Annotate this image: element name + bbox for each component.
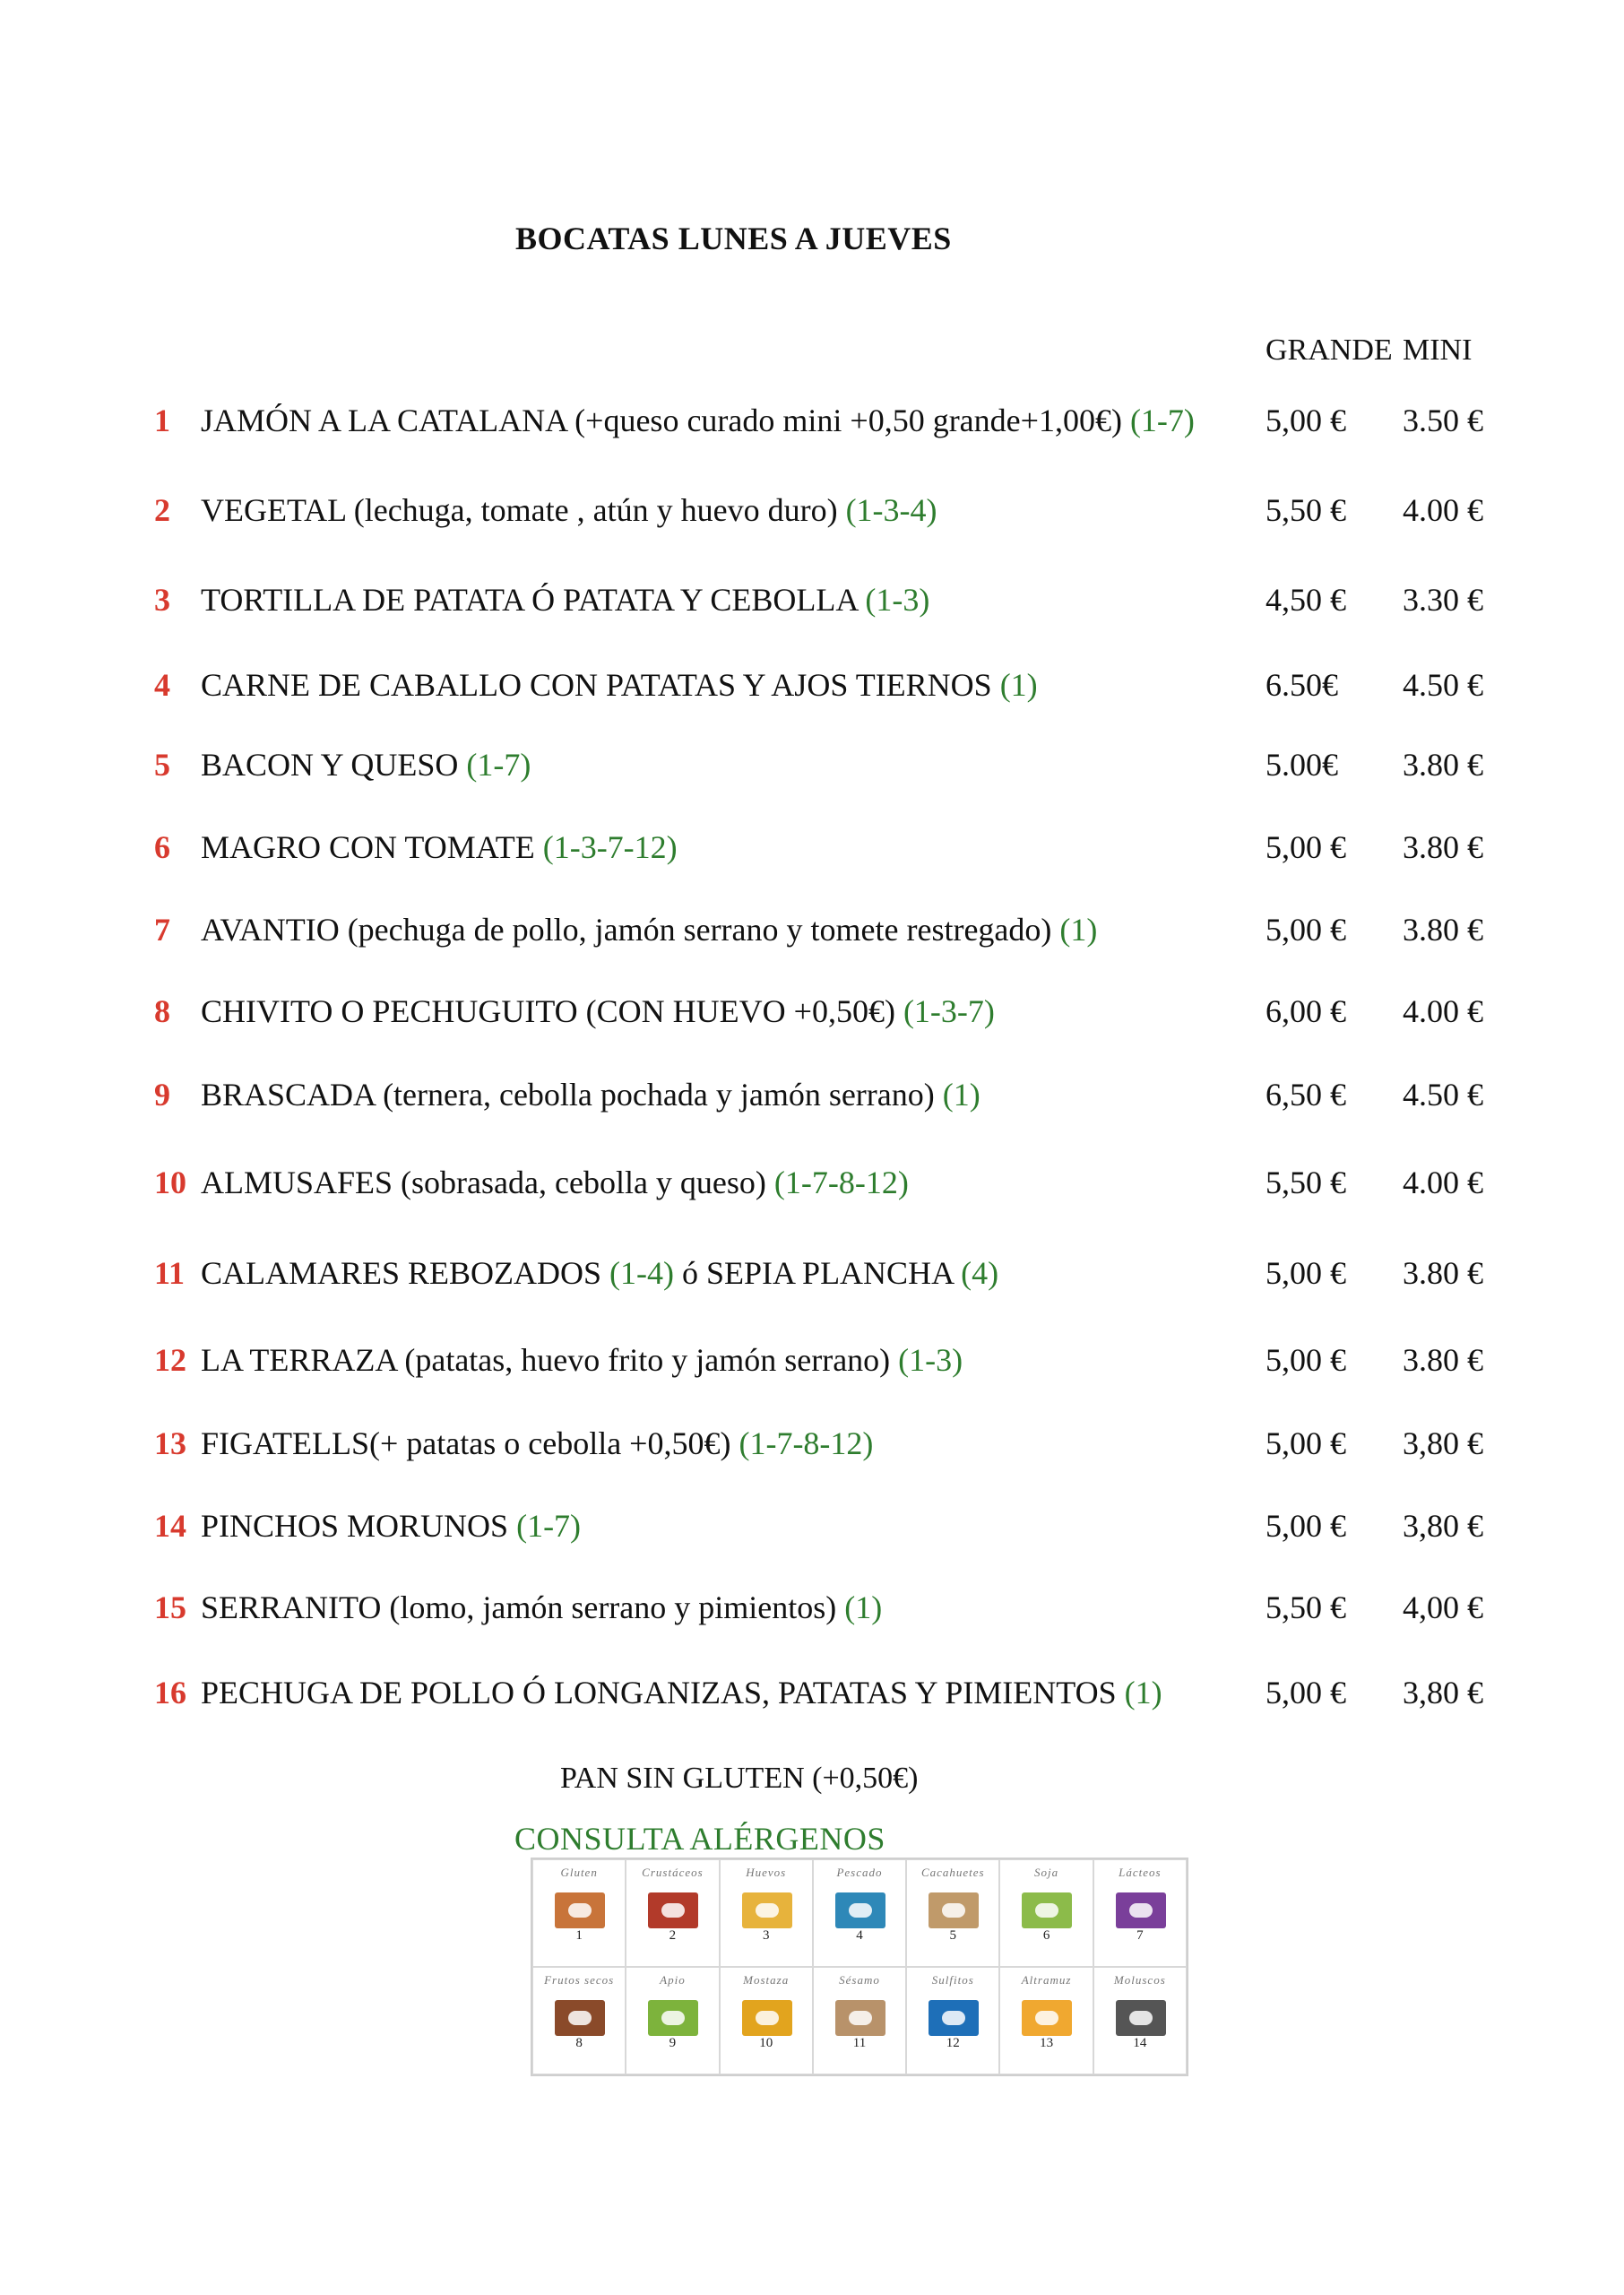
menu-item — [0, 1507, 1624, 1552]
price-grande: 4,50 € — [1266, 582, 1346, 618]
item-description — [201, 1425, 873, 1462]
item-allergens: (1-4) — [609, 1255, 675, 1291]
icon-glyph — [756, 2011, 779, 2025]
milk-icon — [1116, 1892, 1166, 1928]
item-name: MAGRO CON TOMATE — [201, 829, 543, 865]
item-allergens: (1-7) — [1129, 403, 1195, 438]
celery-icon — [648, 2000, 698, 2036]
item-name: BACON Y QUESO — [201, 747, 467, 783]
item-number: 10 — [154, 1165, 186, 1200]
icon-glyph — [849, 2011, 872, 2025]
item-allergens: (1-7) — [466, 747, 531, 783]
icon-glyph — [661, 2011, 685, 2025]
item-name: BRASCADA (ternera, cebolla pochada y jamón serrano) — [201, 1077, 943, 1113]
item-description — [201, 1164, 909, 1201]
item-allergens: (1) — [942, 1077, 980, 1113]
price-mini: 4.00 € — [1403, 492, 1483, 528]
item-number: 6 — [154, 829, 170, 865]
item-number: 2 — [154, 492, 170, 528]
icon-glyph — [942, 1903, 965, 1918]
shell-icon — [1116, 2000, 1166, 2036]
item-name: CALAMARES REBOZADOS — [201, 1255, 610, 1291]
allergen-name: Cacahuetes — [920, 1866, 985, 1879]
item-description — [201, 402, 1195, 439]
allergen-cell — [720, 1859, 813, 1967]
allergen-cell — [813, 1967, 906, 2074]
menu-item — [0, 828, 1624, 873]
item-description — [201, 1674, 1162, 1711]
item-number: 1 — [154, 403, 170, 438]
item-allergens: (1-3-4) — [845, 492, 937, 528]
soy-icon — [1022, 1892, 1072, 1928]
item-allergens: (1-3) — [898, 1342, 963, 1378]
icon-glyph — [756, 1903, 779, 1918]
icon-glyph — [1035, 2011, 1058, 2025]
sulphite-icon — [929, 2000, 979, 2036]
item-name: CARNE DE CABALLO CON PATATAS Y AJOS TIERNOS — [201, 667, 1000, 703]
allergen-name: Mostaza — [743, 1973, 790, 1987]
price-grande: 5,00 € — [1266, 1255, 1346, 1291]
menu-item — [0, 1674, 1624, 1719]
allergen-name: Crustáceos — [642, 1866, 704, 1879]
icon-glyph — [568, 2011, 592, 2025]
allergen-name: Moluscos — [1113, 1973, 1166, 1987]
price-grande: 5,50 € — [1266, 492, 1346, 528]
price-grande: 5,00 € — [1266, 1342, 1346, 1378]
item-name: VEGETAL (lechuga, tomate , atún y huevo duro) — [201, 492, 846, 528]
icon-glyph — [568, 1903, 592, 1918]
fish-icon — [835, 1892, 885, 1928]
price-grande: 5.00€ — [1266, 747, 1338, 783]
allergen-name: Sulfitos — [931, 1973, 974, 1987]
item-number: 12 — [154, 1342, 186, 1378]
item-extra-allergens: (4) — [961, 1255, 999, 1291]
menu-item — [0, 1076, 1624, 1121]
item-description — [201, 911, 1097, 948]
allergen-cell — [720, 1967, 813, 2074]
allergen-number: 2 — [669, 1928, 677, 1943]
icon-glyph — [1129, 1903, 1153, 1918]
menu-item — [0, 1589, 1624, 1633]
item-number: 7 — [154, 912, 170, 948]
allergen-table — [531, 1858, 1188, 2076]
item-description — [201, 491, 937, 529]
icon-glyph — [942, 2011, 965, 2025]
item-number: 9 — [154, 1077, 170, 1113]
item-allergens: (1-7-8-12) — [773, 1165, 909, 1200]
menu-item — [0, 402, 1624, 446]
item-description — [201, 581, 929, 619]
price-mini: 4.00 € — [1403, 993, 1483, 1029]
peanut-icon — [929, 1892, 979, 1928]
price-mini: 3.80 € — [1403, 1342, 1483, 1378]
allergen-cell — [906, 1967, 999, 2074]
price-grande: 6,00 € — [1266, 993, 1346, 1029]
item-description — [201, 992, 995, 1030]
wheat-icon — [555, 1892, 605, 1928]
allergen-number: 9 — [669, 2036, 677, 2050]
price-grande: 5,00 € — [1266, 912, 1346, 948]
item-description — [201, 1341, 963, 1379]
allergen-name: Huevos — [746, 1866, 787, 1879]
price-mini: 3.80 € — [1403, 747, 1483, 783]
price-mini: 3,80 € — [1403, 1508, 1483, 1544]
menu-item — [0, 491, 1624, 536]
menu-item — [0, 666, 1624, 711]
allergen-number: 1 — [575, 1928, 583, 1943]
allergen-name: Sésamo — [839, 1973, 880, 1987]
item-allergens: (1) — [844, 1589, 883, 1625]
allergen-cell — [999, 1967, 1093, 2074]
price-mini: 3.80 € — [1403, 1255, 1483, 1291]
allergen-cell — [906, 1859, 999, 1967]
price-mini: 3.80 € — [1403, 829, 1483, 865]
allergen-number: 7 — [1136, 1928, 1144, 1943]
item-allergens: (1-3) — [865, 582, 930, 618]
price-mini: 3.30 € — [1403, 582, 1483, 618]
item-number: 14 — [154, 1508, 186, 1544]
item-number: 15 — [154, 1589, 186, 1625]
item-name: TORTILLA DE PATATA Ó PATATA Y CEBOLLA — [201, 582, 866, 618]
item-number: 8 — [154, 993, 170, 1029]
allergen-cell — [999, 1859, 1093, 1967]
item-allergens: (1) — [1124, 1675, 1162, 1710]
allergen-cell — [626, 1967, 719, 2074]
column-header-mini: MINI — [1403, 333, 1473, 367]
item-description — [201, 1589, 882, 1626]
price-mini: 3,80 € — [1403, 1425, 1483, 1461]
menu-item — [0, 1254, 1624, 1299]
allergen-cell — [532, 1967, 626, 2074]
item-name: PINCHOS MORUNOS — [201, 1508, 517, 1544]
allergen-name: Pescado — [836, 1866, 883, 1879]
allergen-name: Frutos secos — [544, 1973, 615, 1987]
icon-glyph — [849, 1903, 872, 1918]
nut-icon — [555, 2000, 605, 2036]
item-number: 3 — [154, 582, 170, 618]
allergen-number: 3 — [762, 1928, 770, 1943]
allergen-name: Gluten — [560, 1866, 598, 1879]
item-allergens: (1-3-7) — [903, 993, 995, 1029]
menu-item — [0, 581, 1624, 626]
allergen-number: 4 — [856, 1928, 863, 1943]
item-number: 13 — [154, 1425, 186, 1461]
allergen-cell — [1093, 1967, 1187, 2074]
item-description — [201, 1507, 581, 1545]
price-mini: 4.50 € — [1403, 1077, 1483, 1113]
allergen-name: Lácteos — [1119, 1866, 1162, 1879]
item-number: 16 — [154, 1675, 186, 1710]
price-grande: 5,00 € — [1266, 829, 1346, 865]
item-allergens: (1) — [999, 667, 1038, 703]
allergen-number: 5 — [949, 1928, 957, 1943]
price-mini: 3.80 € — [1403, 912, 1483, 948]
icon-glyph — [1129, 2011, 1153, 2025]
item-allergens: (1-7-8-12) — [739, 1425, 874, 1461]
menu-item — [0, 1164, 1624, 1208]
allergen-cell — [626, 1859, 719, 1967]
menu-item — [0, 1425, 1624, 1469]
item-number: 5 — [154, 747, 170, 783]
menu-item — [0, 1341, 1624, 1386]
item-description — [201, 828, 678, 866]
allergen-number: 8 — [575, 2036, 583, 2050]
item-allergens: (1) — [1059, 912, 1098, 948]
price-grande: 5,00 € — [1266, 1425, 1346, 1461]
gluten-note: PAN SIN GLUTEN (+0,50€) — [560, 1762, 919, 1795]
price-mini: 3,80 € — [1403, 1675, 1483, 1710]
item-allergens: (1-7) — [516, 1508, 582, 1544]
menu-item — [0, 746, 1624, 791]
price-mini: 4,00 € — [1403, 1589, 1483, 1625]
item-name: LA TERRAZA (patatas, huevo frito y jamón serrano) — [201, 1342, 899, 1378]
column-header-grande: GRANDE — [1266, 333, 1393, 367]
item-extra-name: ó SEPIA PLANCHA — [674, 1255, 962, 1291]
item-description — [201, 1254, 998, 1292]
allergen-name: Altramuz — [1021, 1973, 1072, 1987]
allergen-number: 12 — [946, 2036, 960, 2050]
allergen-name: Soja — [1034, 1866, 1059, 1879]
allergen-cell — [532, 1859, 626, 1967]
allergen-number: 10 — [759, 2036, 773, 2050]
egg-icon — [742, 1892, 792, 1928]
menu-item — [0, 992, 1624, 1037]
item-name: AVANTIO (pechuga de pollo, jamón serrano y tomete restregado) — [201, 912, 1060, 948]
mustard-icon — [742, 2000, 792, 2036]
price-mini: 4.00 € — [1403, 1165, 1483, 1200]
allergen-number: 11 — [852, 2036, 867, 2050]
item-name: FIGATELLS(+ patatas o cebolla +0,50€) — [201, 1425, 739, 1461]
sesame-icon — [835, 2000, 885, 2036]
allergen-number: 13 — [1040, 2036, 1054, 2050]
allergen-cell — [1093, 1859, 1187, 1967]
price-grande: 5,50 € — [1266, 1589, 1346, 1625]
icon-glyph — [661, 1903, 685, 1918]
icon-glyph — [1035, 1903, 1058, 1918]
allergen-number: 14 — [1133, 2036, 1147, 2050]
item-description — [201, 746, 531, 784]
price-grande: 5,00 € — [1266, 1675, 1346, 1710]
allergen-name: Apio — [660, 1973, 686, 1987]
item-name: ALMUSAFES (sobrasada, cebolla y queso) — [201, 1165, 774, 1200]
price-grande: 6.50€ — [1266, 667, 1338, 703]
item-name: JAMÓN A LA CATALANA (+queso curado mini +0,50 grande+1,00€) — [201, 403, 1130, 438]
item-description — [201, 1076, 980, 1113]
item-name: PECHUGA DE POLLO Ó LONGANIZAS, PATATAS Y PIMIENTOS — [201, 1675, 1125, 1710]
price-grande: 5,50 € — [1266, 1165, 1346, 1200]
price-grande: 6,50 € — [1266, 1077, 1346, 1113]
price-mini: 3.50 € — [1403, 403, 1483, 438]
item-number: 11 — [154, 1255, 186, 1291]
allergen-heading: CONSULTA ALÉRGENOS — [514, 1821, 885, 1857]
allergen-cell — [813, 1859, 906, 1967]
item-allergens: (1-3-7-12) — [542, 829, 678, 865]
price-mini: 4.50 € — [1403, 667, 1483, 703]
item-name: CHIVITO O PECHUGUITO (CON HUEVO +0,50€) — [201, 993, 903, 1029]
item-description — [201, 666, 1038, 704]
price-grande: 5,00 € — [1266, 1508, 1346, 1544]
shrimp-icon — [648, 1892, 698, 1928]
page-title: BOCATAS LUNES A JUEVES — [515, 221, 952, 256]
price-grande: 5,00 € — [1266, 403, 1346, 438]
item-number: 4 — [154, 667, 170, 703]
item-name: SERRANITO (lomo, jamón serrano y pimientos) — [201, 1589, 845, 1625]
menu-item — [0, 911, 1624, 956]
lupin-icon — [1022, 2000, 1072, 2036]
allergen-number: 6 — [1042, 1928, 1050, 1943]
